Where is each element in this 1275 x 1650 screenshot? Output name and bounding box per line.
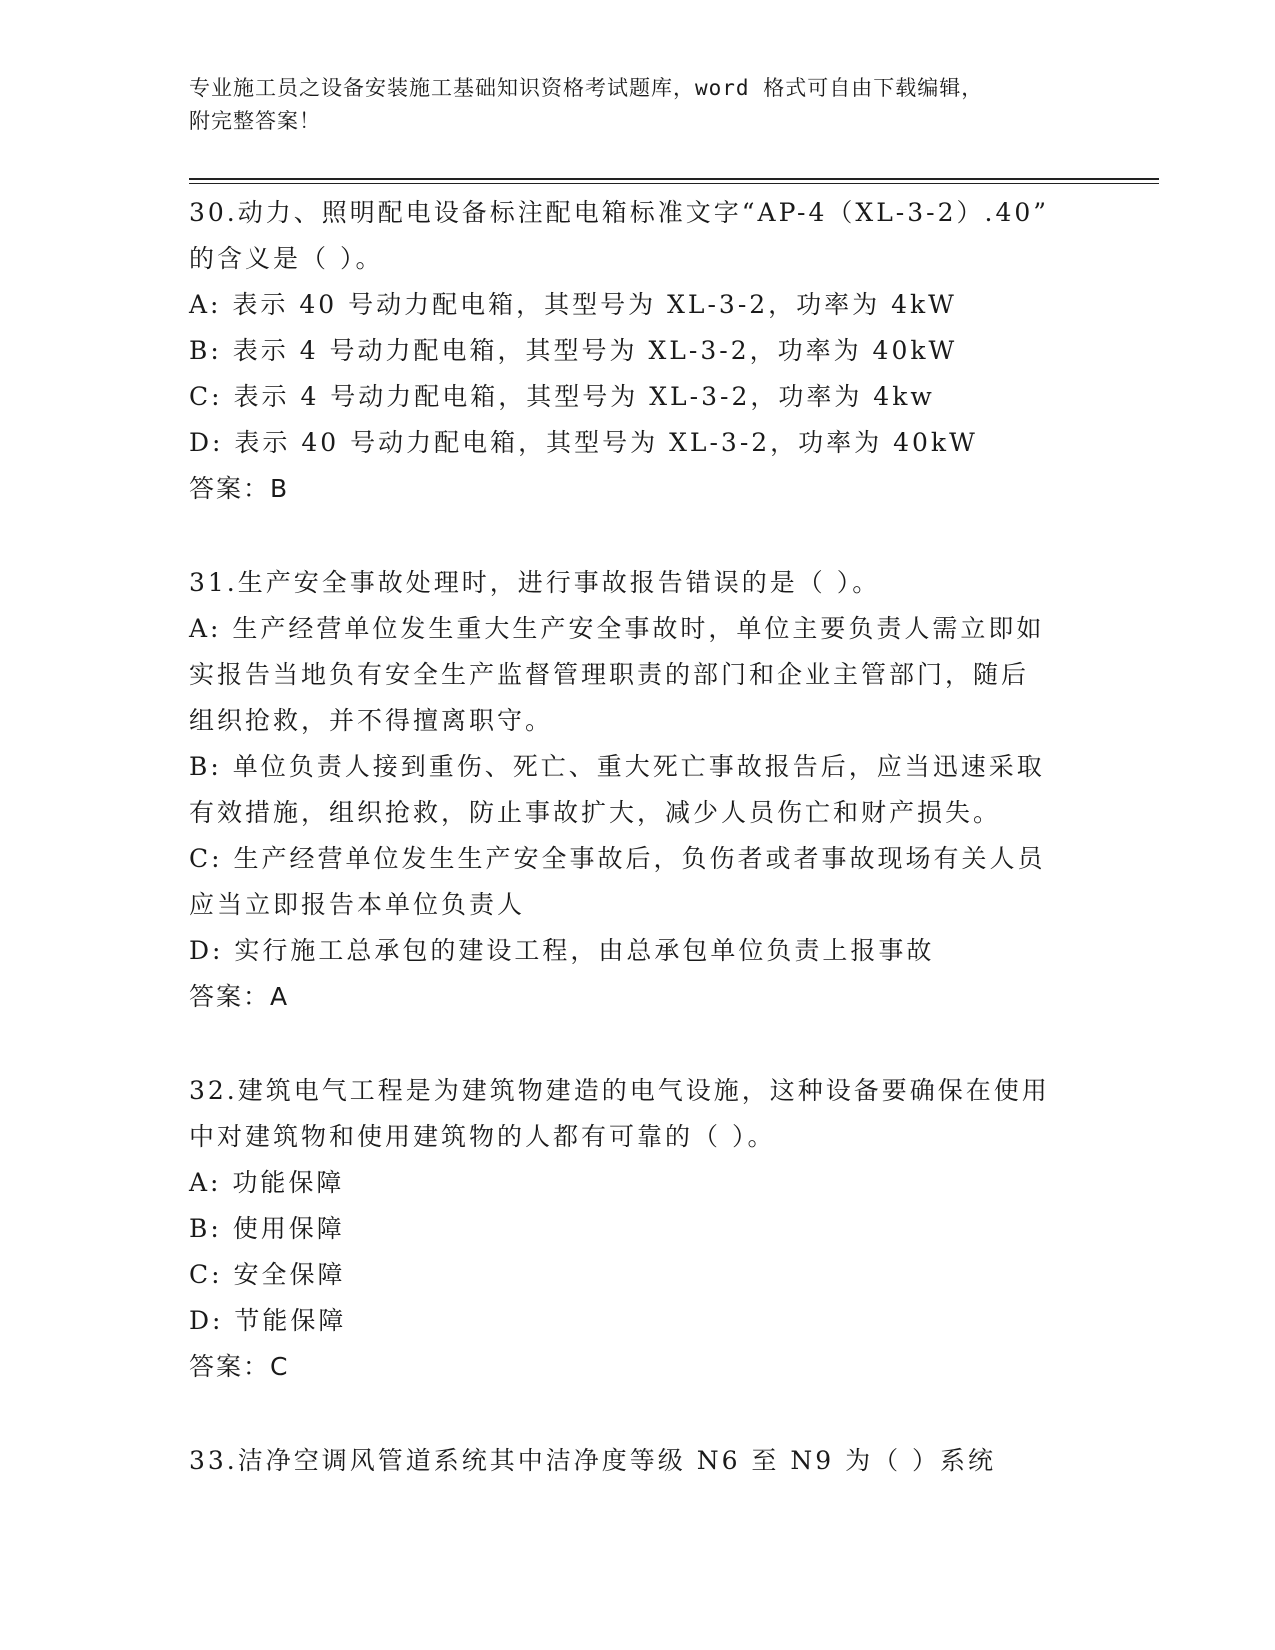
question-stem-line: 33.洁净空调风管道系统其中洁净度等级 N6 至 N9 为（ ）系统 — [189, 1446, 997, 1475]
question-30 — [189, 190, 1089, 512]
option-d: D: 节能保障 — [189, 1306, 347, 1335]
answer-label: 答案：B — [189, 474, 290, 503]
header-divider-thick — [189, 178, 1159, 180]
question-list — [189, 190, 1089, 1532]
header-line-2: 附完整答案！ — [189, 109, 321, 133]
question-31 — [189, 560, 1089, 1020]
document-header — [189, 72, 1069, 138]
header-line-1: 专业施工员之设备安装施工基础知识资格考试题库，word 格式可自由下载编辑， — [189, 76, 984, 100]
option-c: C: 生产经营单位发生生产安全事故后，负伤者或者事故现场有关人员 — [189, 844, 1046, 873]
question-stem-line: 中对建筑物和使用建筑物的人都有可靠的（ ）。 — [189, 1122, 776, 1151]
option-b: B: 使用保障 — [189, 1214, 345, 1243]
question-33 — [189, 1438, 1089, 1484]
option-d: D: 表示 40 号动力配电箱，其型号为 XL-3-2，功率为 40kW — [189, 428, 978, 457]
question-32 — [189, 1068, 1089, 1390]
option-a-continued: 实报告当地负有安全生产监督管理职责的部门和企业主管部门，随后 — [189, 660, 1030, 689]
question-stem-line: 31.生产安全事故处理时，进行事故报告错误的是（ ）。 — [189, 568, 881, 597]
question-stem-line: 30.动力、照明配电设备标注配电箱标准文字“AP-4（XL-3-2）.40” — [189, 198, 1050, 227]
question-stem-line: 32.建筑电气工程是为建筑物建造的电气设施，这种设备要确保在使用 — [189, 1076, 1050, 1105]
option-c-continued: 应当立即报告本单位负责人 — [189, 890, 526, 919]
option-a-continued: 组织抢救，并不得擅离职守。 — [189, 706, 554, 735]
option-a: A: 功能保障 — [189, 1168, 345, 1197]
option-b: B: 表示 4 号动力配电箱，其型号为 XL-3-2，功率为 40kW — [189, 336, 958, 365]
option-a: A: 表示 40 号动力配电箱，其型号为 XL-3-2，功率为 4kW — [189, 290, 957, 319]
answer-label: 答案：A — [189, 982, 290, 1011]
option-a: A: 生产经营单位发生重大生产安全事故时，单位主要负责人需立即如 — [189, 614, 1045, 643]
header-divider-thin — [189, 183, 1159, 184]
option-b: B: 单位负责人接到重伤、死亡、重大死亡事故报告后，应当迅速采取 — [189, 752, 1045, 781]
question-stem-line: 的含义是（ ）。 — [189, 244, 384, 273]
option-b-continued: 有效措施，组织抢救，防止事故扩大，减少人员伤亡和财产损失。 — [189, 798, 1002, 827]
option-d: D: 实行施工总承包的建设工程，由总承包单位负责上报事故 — [189, 936, 935, 965]
option-c: C: 表示 4 号动力配电箱，其型号为 XL-3-2，功率为 4kw — [189, 382, 935, 411]
answer-label: 答案：C — [189, 1352, 290, 1381]
option-c: C: 安全保障 — [189, 1260, 346, 1289]
